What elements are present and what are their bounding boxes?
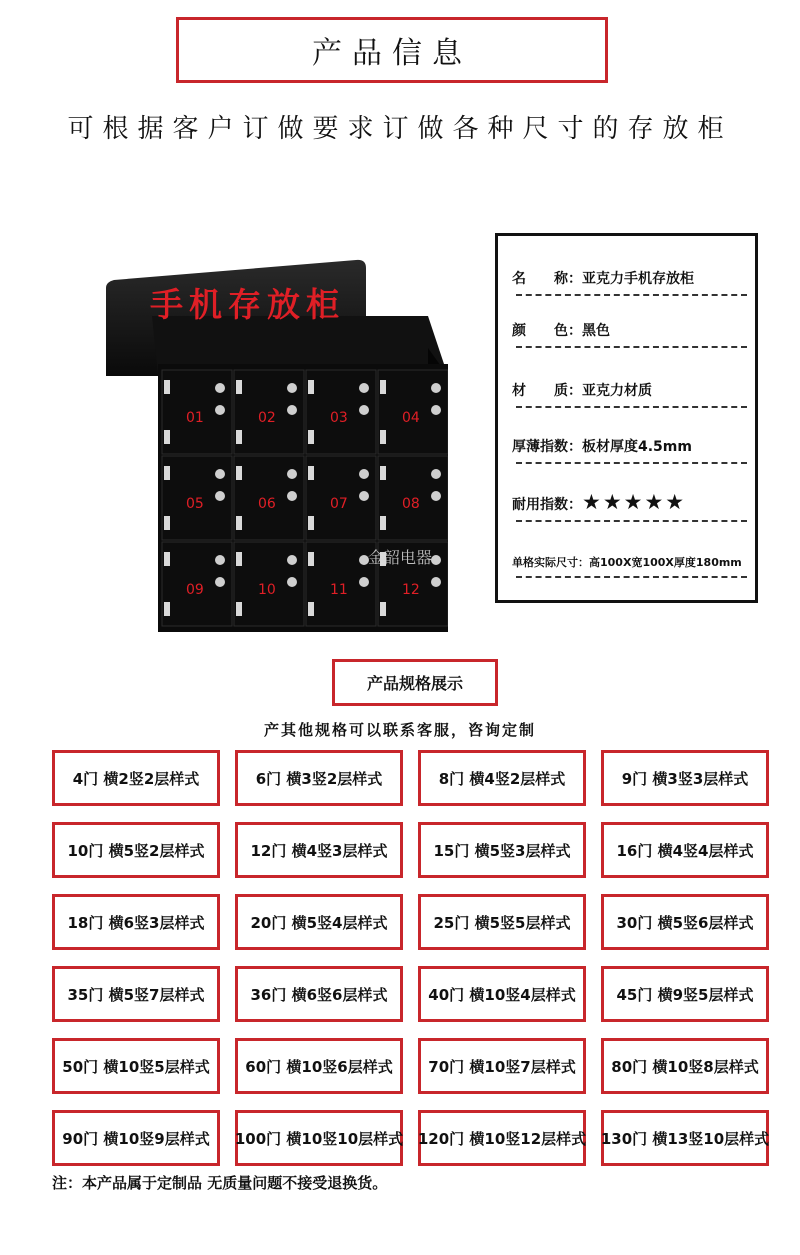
info-row (512, 418, 747, 470)
specs-title-box (332, 659, 498, 706)
spec-item: 12门 横4竖3层样式 (235, 822, 403, 878)
spec-item: 6门 横3竖2层样式 (235, 750, 403, 806)
info-value: 板材厚度4.5mm (582, 439, 692, 455)
lock-icon (215, 577, 225, 587)
info-label: 单格实际尺寸： (512, 556, 589, 569)
info-row (512, 476, 747, 528)
hinge (380, 516, 386, 530)
info-value: 亚克力手机存放柜 (582, 271, 694, 287)
door-number: 03 (330, 410, 348, 426)
lock-icon (287, 555, 297, 565)
door-number: 05 (186, 496, 204, 512)
info-label: 耐用指数： (512, 497, 582, 513)
hinge (380, 430, 386, 444)
hinge (380, 466, 386, 480)
spec-item: 80门 横10竖8层样式 (601, 1038, 769, 1094)
product-photo (100, 258, 448, 633)
page-title-box (176, 17, 608, 83)
spec-item: 30门 横5竖6层样式 (601, 894, 769, 950)
lock-icon (431, 555, 441, 565)
dashed-divider (516, 346, 747, 348)
door-number: 06 (258, 496, 276, 512)
lock-icon (431, 405, 441, 415)
hinge (308, 466, 314, 480)
specs-title: 产品规格展示 (366, 674, 463, 693)
spec-item: 18门 横6竖3层样式 (52, 894, 220, 950)
page-subtitle: 可根据客户订做要求订做各种尺寸的存放柜 (67, 114, 733, 144)
door-number: 04 (402, 410, 420, 426)
hinge (380, 380, 386, 394)
spec-item: 40门 横10竖4层样式 (418, 966, 586, 1022)
spec-item: 25门 横5竖5层样式 (418, 894, 586, 950)
lock-icon (215, 555, 225, 565)
hinge (236, 602, 242, 616)
hinge (308, 380, 314, 394)
hinge (164, 380, 170, 394)
spec-item: 35门 横5竖7层样式 (52, 966, 220, 1022)
hinge (308, 430, 314, 444)
spec-item: 16门 横4竖4层样式 (601, 822, 769, 878)
spec-item: 9门 横3竖3层样式 (601, 750, 769, 806)
door-number: 01 (186, 410, 204, 426)
info-row (512, 302, 747, 354)
spec-item: 70门 横10竖7层样式 (418, 1038, 586, 1094)
door-number: 07 (330, 496, 348, 512)
spec-item: 90门 横10竖9层样式 (52, 1110, 220, 1166)
lock-icon (215, 383, 225, 393)
dashed-divider (516, 576, 747, 578)
info-label: 材 质： (512, 383, 582, 399)
door-number: 08 (402, 496, 420, 512)
spec-item: 36门 横6竖6层样式 (235, 966, 403, 1022)
lock-icon (431, 469, 441, 479)
note-text: 注：本产品属于定制品 无质量问题不接受退换货。 (52, 1174, 388, 1192)
lock-icon (215, 491, 225, 501)
door-number: 12 (402, 582, 420, 598)
specs-subtitle: 产其他规格可以联系客服，咨询定制 (263, 721, 536, 739)
lock-icon (359, 491, 369, 501)
lock-icon (287, 491, 297, 501)
hinge (308, 552, 314, 566)
info-value: 亚克力材质 (582, 383, 652, 399)
lock-icon (359, 383, 369, 393)
lock-icon (359, 405, 369, 415)
hinge (164, 552, 170, 566)
info-label: 名 称： (512, 271, 582, 287)
spec-item: 100门 横10竖10层样式 (235, 1110, 403, 1166)
spec-item: 60门 横10竖6层样式 (235, 1038, 403, 1094)
info-label: 颜 色： (512, 323, 582, 339)
hinge (164, 466, 170, 480)
hinge (164, 516, 170, 530)
hinge (236, 380, 242, 394)
info-row (512, 250, 747, 302)
rating-stars: ★★★★★ (582, 490, 687, 514)
hinge (308, 516, 314, 530)
lock-icon (287, 469, 297, 479)
info-value: 高100X宽100X厚度180mm (589, 556, 742, 569)
hinge (164, 602, 170, 616)
hinge (236, 516, 242, 530)
info-row (512, 362, 747, 414)
dashed-divider (516, 520, 747, 522)
hinge (236, 466, 242, 480)
dashed-divider (516, 462, 747, 464)
spec-item: 8门 横4竖2层样式 (418, 750, 586, 806)
lock-icon (287, 405, 297, 415)
spec-item: 120门 横10竖12层样式 (418, 1110, 586, 1166)
lock-icon (431, 383, 441, 393)
info-value: 黑色 (582, 323, 610, 339)
hinge (236, 552, 242, 566)
hinge (380, 602, 386, 616)
spec-item: 50门 横10竖5层样式 (52, 1038, 220, 1094)
dashed-divider (516, 294, 747, 296)
dashed-divider (516, 406, 747, 408)
door-number: 02 (258, 410, 276, 426)
spec-item: 45门 横9竖5层样式 (601, 966, 769, 1022)
lock-icon (359, 577, 369, 587)
lock-icon (287, 383, 297, 393)
sign-text: 手机存放柜 (150, 285, 345, 324)
spec-item: 15门 横5竖3层样式 (418, 822, 586, 878)
door-number: 09 (186, 582, 204, 598)
hinge (236, 430, 242, 444)
hinge (308, 602, 314, 616)
spec-item: 20门 横5竖4层样式 (235, 894, 403, 950)
info-panel (495, 233, 758, 603)
hinge (164, 430, 170, 444)
info-row (512, 532, 747, 584)
lock-icon (359, 469, 369, 479)
lock-icon (287, 577, 297, 587)
info-label: 厚薄指数： (512, 439, 582, 455)
spec-item: 130门 横13竖10层样式 (601, 1110, 769, 1166)
lock-icon (431, 577, 441, 587)
lock-icon (215, 405, 225, 415)
lock-icon (215, 469, 225, 479)
lock-icon (431, 491, 441, 501)
watermark-text: 金韶电器 (368, 548, 433, 567)
page-title: 产品信息 (312, 36, 472, 71)
spec-item: 10门 横5竖2层样式 (52, 822, 220, 878)
spec-item: 4门 横2竖2层样式 (52, 750, 220, 806)
spec-grid (52, 750, 769, 1166)
door-number: 10 (258, 582, 276, 598)
door-number: 11 (330, 582, 348, 598)
